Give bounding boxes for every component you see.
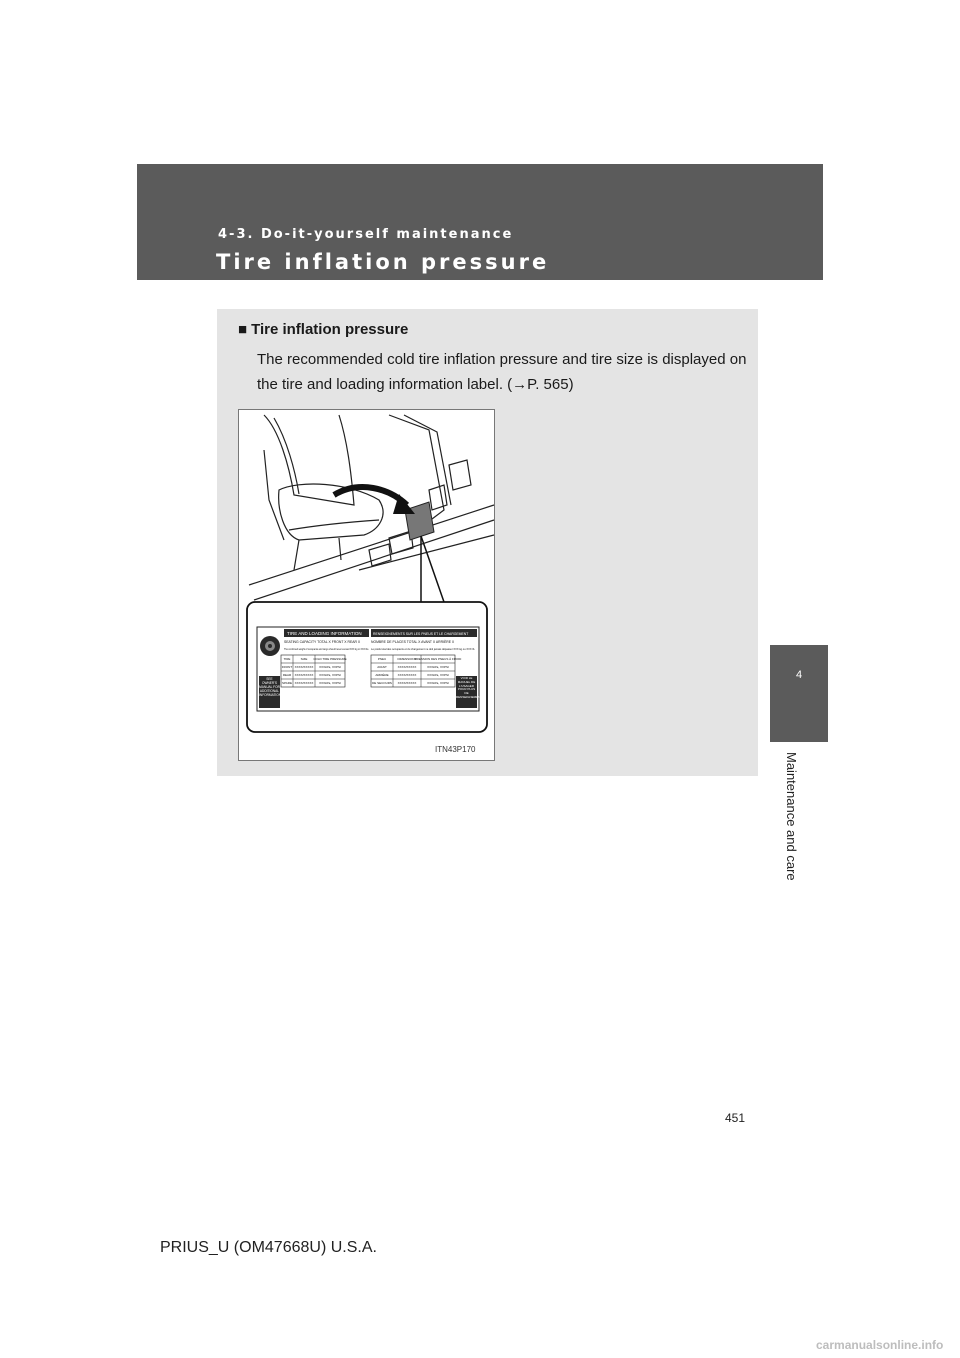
label-en-cell: XXXkPa, XXPSI: [319, 673, 341, 678]
section-header: [137, 164, 823, 280]
label-fr-cell: XXXX/XXXXX: [397, 681, 417, 686]
label-en-cell: REAR: [282, 673, 292, 678]
label-en-cell: XXXkPa, XXPSI: [319, 681, 341, 686]
section-label: 4-3. Do-it-yourself maintenance: [218, 227, 514, 242]
figure-code: ITN43P170: [435, 745, 476, 754]
label-title-fr: RENSEIGNEMENTS SUR LES PNEUS ET LE CHARGEMENT: [373, 632, 469, 636]
label-seating-en: SEATING CAPACITY TOTAL X FRONT X REAR X: [284, 640, 361, 644]
label-en-cell: XXXX/XXXXX: [294, 681, 314, 686]
watermark: carmanualsonline.info: [816, 1338, 944, 1352]
item-heading: [238, 321, 408, 338]
label-en-header-cell: COLD TIRE PRESSURE: [313, 657, 347, 662]
footer-document-code: PRIUS_U (OM47668U) U.S.A.: [160, 1239, 377, 1256]
label-fr-cell: XXXkPa, XXPSI: [427, 681, 449, 686]
content-box: [217, 309, 758, 776]
label-see-manual-fr: VOIR LE MANUEL DE L'USAGER POUR PLUS DE RENSEIGNEMENTS: [456, 676, 485, 699]
label-fr-cell: XXXX/XXXXX: [397, 673, 417, 678]
label-en-cell: XXXX/XXXXX: [294, 673, 314, 678]
label-weight-en: The combined weight of occupants and cargo should never exceed XXX kg or XXX lbs.: [284, 648, 385, 651]
label-fr-header-cell: DIMENSIONS: [397, 657, 417, 662]
label-title-en: TIRE AND LOADING INFORMATION: [287, 631, 362, 636]
label-fr-cell: XXXX/XXXXX: [397, 665, 417, 670]
chapter-tab[interactable]: [770, 645, 828, 742]
label-en-cell: FRONT: [281, 665, 293, 670]
chapter-label: Maintenance and care: [784, 752, 799, 881]
page-number: 451: [725, 1111, 746, 1125]
item-heading-text: Tire inflation pressure: [251, 321, 409, 338]
label-fr-header-cell: PNEU: [377, 657, 387, 662]
page-title: Tire inflation pressure: [216, 250, 550, 274]
label-fr-header-cell: PRESSION DES PNEUS À FROID: [414, 657, 462, 662]
car-door-illustration: [239, 410, 494, 760]
label-fr-cell: DE SECOURS: [372, 681, 392, 686]
label-en-header-cell: SIZE: [300, 657, 308, 662]
label-seating-fr: NOMBRE DE PLACES TOTAL X AVANT X ARRIÈRE X: [371, 640, 455, 644]
label-fr-cell: XXXkPa, XXPSI: [427, 673, 449, 678]
label-en-cell: XXXX/XXXXX: [294, 665, 314, 670]
label-fr-cell: XXXkPa, XXPSI: [427, 665, 449, 670]
square-bullet-icon: ■: [238, 321, 248, 338]
label-en-cell: XXXkPa, XXPSI: [319, 665, 341, 670]
label-en-cell: SPARE: [282, 681, 292, 686]
tire-label-figure: [238, 409, 495, 761]
label-see-owner: SEE OWNER'S MANUAL FOR ADDITIONAL INFORMATION: [259, 677, 282, 697]
label-en-header-cell: TIRE: [283, 657, 291, 662]
label-fr-cell: ARRIÈRE: [375, 673, 389, 678]
label-weight-fr: Le poids total des occupants et du chargement ne doit jamais dépasser XXX kg ou XXX lb.: [371, 648, 476, 651]
item-body: The recommended cold tire inflation pressure and tire size is displayed on the tire and loading information label. (→P. 565): [257, 351, 747, 393]
label-fr-cell: AVANT: [377, 665, 387, 670]
chapter-number: 4: [795, 669, 803, 681]
